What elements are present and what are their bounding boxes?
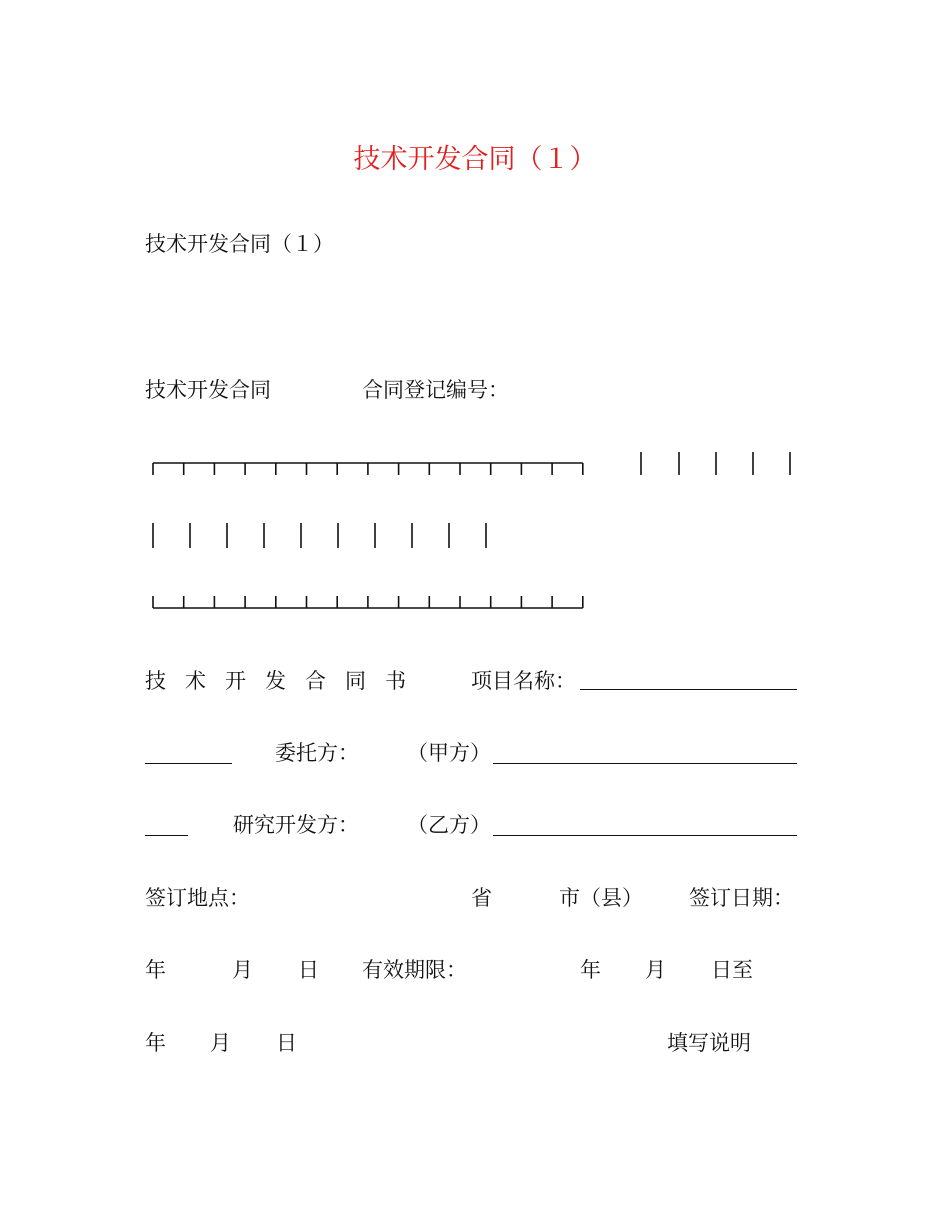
subtitle: 技术开发合同（１）: [145, 232, 334, 256]
registration-number-label: 合同登记编号：: [362, 378, 509, 402]
signing-year-label: 年: [145, 958, 166, 982]
validity-label: 有效期限：: [362, 958, 467, 982]
document-title: 技术开发合同（１）: [353, 144, 597, 175]
project-name-field[interactable]: [580, 689, 797, 690]
signing-date-label: 签订日期：: [689, 886, 794, 910]
validity-start-day-to-label: 日至: [711, 958, 753, 982]
signing-month-label: 月: [232, 958, 253, 982]
validity-end-year-label: 年: [145, 1031, 166, 1055]
project-name-label: 项目名称：: [471, 669, 576, 693]
developer-field[interactable]: [493, 835, 797, 836]
signing-day-label: 日: [298, 958, 319, 982]
city-county-label: 市（县）: [559, 886, 643, 910]
signing-place-label: 签订地点：: [145, 886, 250, 910]
fill-instructions-heading: 填写说明: [667, 1031, 751, 1055]
province-label: 省: [471, 886, 492, 910]
validity-end-month-label: 月: [210, 1031, 231, 1055]
party-b-label: （乙方）: [407, 813, 491, 837]
validity-start-month-label: 月: [645, 958, 666, 982]
contract-book-heading: 技术开发合同书: [145, 669, 425, 693]
client-field[interactable]: [493, 763, 797, 764]
validity-end-day-label: 日: [276, 1031, 297, 1055]
client-field-continued[interactable]: [145, 835, 188, 836]
party-a-label: （甲方）: [407, 741, 491, 765]
project-name-field-continued[interactable]: [145, 763, 232, 764]
validity-start-year-label: 年: [580, 958, 601, 982]
contract-heading: 技术开发合同: [145, 378, 271, 402]
client-label: 委托方：: [275, 741, 359, 765]
developer-label: 研究开发方：: [233, 813, 359, 837]
